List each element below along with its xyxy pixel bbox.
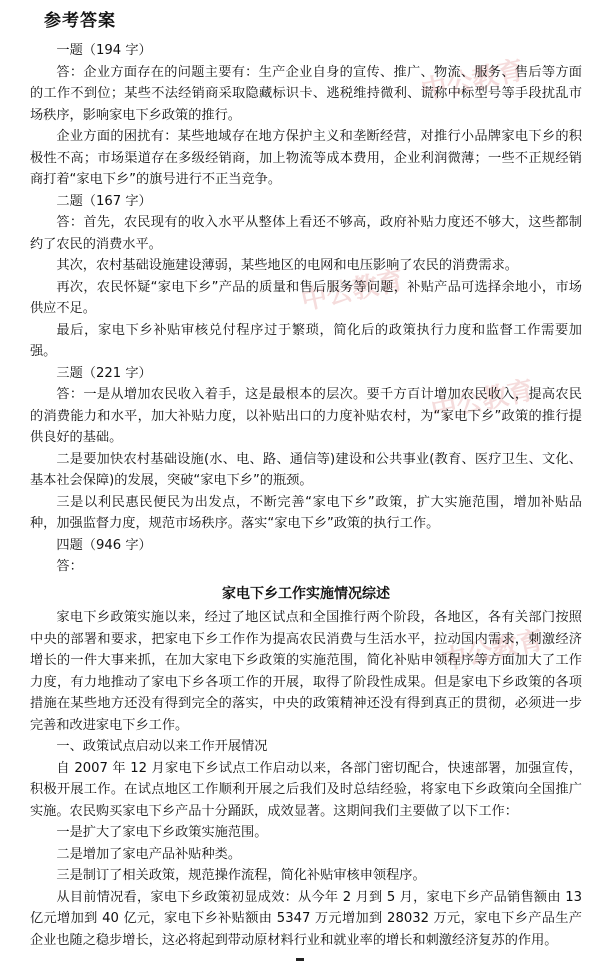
essay-list-item: 二是增加了家电产品补贴种类。 [56, 846, 242, 862]
essay-subheading: 一、政策试点启动以来工作开展情况 [56, 739, 268, 754]
essay-list-item: 三是制订了相关政策，规范操作流程，简化补贴审核申领程序。 [56, 868, 426, 883]
page-title: 参考答案 [44, 11, 116, 31]
watermark-logo: 中公教育 [418, 55, 527, 107]
question-2-paragraph: 最后，家电下乡补贴审核兑付程序过于繁琐，简化后的政策执行力度和监督工作需要加强。 [30, 322, 582, 359]
essay-list-item: 一是扩大了家电下乡政策实施范围。 [56, 825, 268, 840]
question-4-answer-prefix: 答： [56, 559, 83, 574]
question-1-section [30, 40, 582, 191]
question-2-paragraph: 其次，农村基础设施建设薄弱，某些地区的电网和电压影响了农民的消费需求。 [56, 258, 518, 273]
question-1-label: 一题（194 字） [56, 43, 152, 58]
question-1-paragraph: 答：企业方面存在的问题主要有：生产企业自身的宣传、推广、物流、服务、售后等方面的工作不到位；某些不法经销商采取隐藏标识卡、逃税维持微利、谎称中标型号等手段扰乱市场秩序，影响家电下乡政策的推行。 [30, 64, 582, 123]
watermark-logo: 中公教育 [298, 265, 407, 317]
essay-title: 家电下乡工作实施情况综述 [222, 585, 390, 602]
essay-paragraph: 从目前情况看，家电下乡政策初显成效：从今年 2 月到 5 月，家电下乡产品销售额由 13 亿元增加到 40 亿元，家电下乡补贴额由 5347 万元增加到 28032 万元，家电下乡产品生产企业也随之稳步增长，这必将起到带动原材料行业和就业率的增长和刺激经济复苏的作用。 [30, 889, 582, 948]
question-4-label: 四题（946 字） [56, 537, 152, 553]
watermark-logo: 中公教育 [428, 375, 537, 427]
question-3-paragraph: 三是以利民惠民便民为出发点，不断完善“家电下乡”政策，扩大实施范围，增加补贴品种，加强监督力度，规范市场秩序。落实“家电下乡”政策的执行工作。 [30, 494, 582, 531]
question-4-section [30, 535, 582, 952]
question-3-label: 三题（221 字） [56, 365, 152, 381]
question-3-paragraph: 答：一是从增加农民收入着手，这是最根本的层次。要千方百计增加农民收入，提高农民的消费能力和水平，加大补贴力度，以补贴出口的力度补贴农村，为“家电下乡”政策的推行提供良好的基础。 [30, 387, 582, 445]
question-3-section [30, 363, 582, 535]
watermark-logo: 中公教育 [438, 625, 547, 677]
question-2-paragraph: 答：首先，农民现有的收入水平从整体上看还不够高，政府补贴力度还不够大，这些都制约了农民的消费水平。 [30, 215, 582, 252]
question-2-section [30, 191, 582, 363]
question-2-label: 二题（167 字） [56, 193, 152, 209]
answer-content [30, 40, 582, 951]
essay-paragraph: 自 2007 年 12 月家电下乡试点工作启动以来，各部门密切配合，快速部署，加强宣传，积极开展工作。在试点地区工作顺利开展之后我们及时总结经验，将家电下乡政策向全国推广实施。农民购买家电下乡产品十分踊跃，成效显著。这期间我们主要做了以下工作： [30, 760, 582, 819]
question-3-paragraph: 二是要加快农村基础设施(水、电、路、通信等)建设和公共事业(教育、医疗卫生、文化、基本社会保障)的发展，突破“家电下乡”的瓶颈。 [30, 451, 582, 488]
essay-paragraph: 家电下乡政策实施以来，经过了地区试点和全国推行两个阶段，各地区，各有关部门按照中央的部署和要求，把家电下乡工作作为提高农民消费与生活水平，拉动国内需求，刺激经济增长的一件大事来抓，在加大家电下乡政策的实施范围，简化补贴申领程序等方面加大了工作力度，有力地推动了家电下乡各项工作的开展，取得了阶段性成果。但是家电下乡政策的各项措施在某些地方还没有得到完全的落实，中央的政策精神还没有得到真正的贯彻，必须进一步完善和改进家电下乡工作。 [30, 610, 582, 733]
question-1-paragraph: 企业方面的困扰有：某些地域存在地方保护主义和垄断经营，对推行小品牌家电下乡的积极性不高；市场渠道存在多级经销商，加上物流等成本费用，企业利润微薄；一些不正规经销商打着“家电下乡”的旗号进行不正当竞争。 [30, 129, 582, 187]
question-2-paragraph: 再次，农民怀疑“家电下乡”产品的质量和售后服务等问题，补贴产品可选择余地小，市场供应不足。 [30, 279, 582, 316]
page-marker [296, 958, 304, 961]
